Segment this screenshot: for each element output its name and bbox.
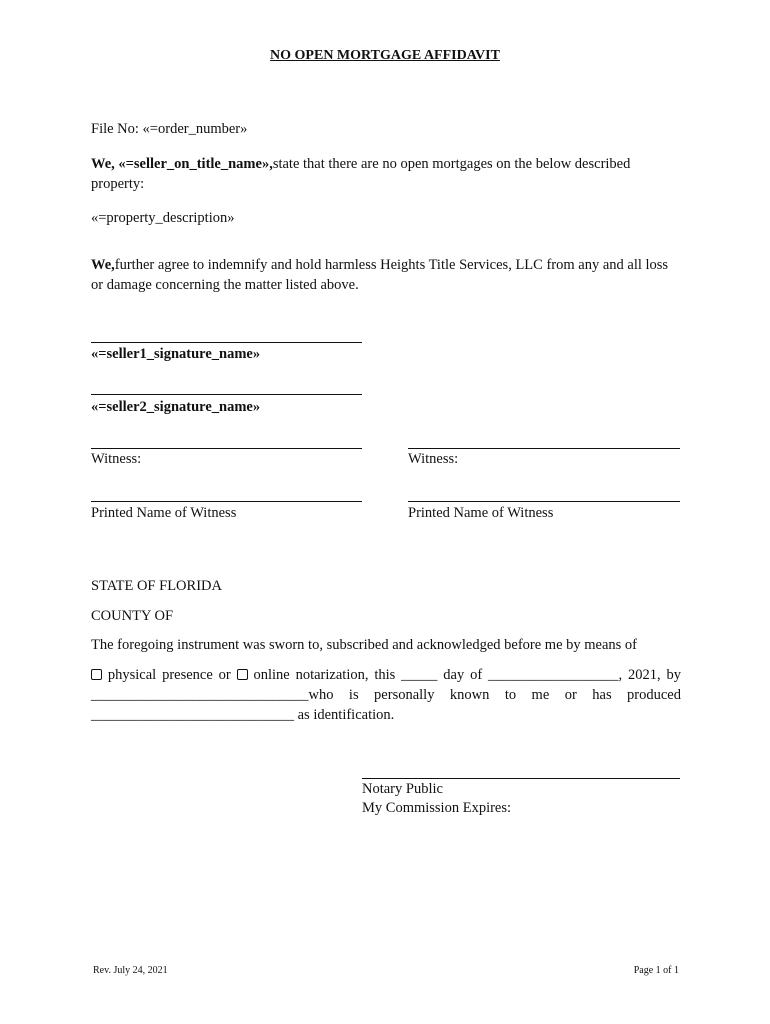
notary-public-label: Notary Public bbox=[362, 781, 443, 797]
revision-date: Rev. July 24, 2021 bbox=[93, 965, 168, 976]
instrument-sentence: The foregoing instrument was sworn to, subscribed and acknowledged before me by means of bbox=[91, 637, 638, 653]
physical-presence-label: physical presence or bbox=[107, 667, 231, 683]
witness1-signature-line bbox=[91, 448, 362, 449]
page-number: Page 1 of 1 bbox=[633, 965, 679, 976]
witness2-label: Witness: bbox=[408, 451, 459, 467]
indemnify-paragraph bbox=[91, 255, 681, 295]
notarization-line-2: ______________________________who is personally known to me or has produced bbox=[91, 687, 681, 703]
notarization-line-1 bbox=[91, 665, 681, 685]
witness2-signature-line bbox=[408, 448, 680, 449]
online-notarization-text: online notarization, this _____ day of __________________, 2021, by bbox=[253, 667, 682, 683]
online-notarization-checkbox[interactable] bbox=[237, 669, 248, 680]
file-number: File No: «=order_number» bbox=[91, 121, 248, 137]
witness1-printed-label: Printed Name of Witness bbox=[91, 505, 237, 521]
state-line: STATE OF FLORIDA bbox=[91, 578, 222, 594]
seller2-signature-name: «=seller2_signature_name» bbox=[91, 399, 261, 415]
property-description: «=property_description» bbox=[91, 210, 235, 226]
notarization-line-3: ____________________________ as identification. bbox=[91, 707, 395, 723]
witness1-label: Witness: bbox=[91, 451, 142, 467]
document-title: NO OPEN MORTGAGE AFFIDAVIT bbox=[270, 48, 500, 63]
witness2-printed-label: Printed Name of Witness bbox=[408, 505, 554, 521]
statement-lead: We, «=seller_on_title_name», bbox=[91, 156, 273, 172]
physical-presence-checkbox[interactable] bbox=[91, 669, 102, 680]
county-line: COUNTY OF bbox=[91, 608, 174, 624]
seller2-signature-line bbox=[91, 394, 362, 395]
witness1-printed-line bbox=[91, 501, 362, 502]
indemnify-text: further agree to indemnify and hold harmless Heights Title Services, LLC from any and all loss or damage concerning the matter listed above. bbox=[91, 257, 669, 293]
statement-text: state that there are no open mortgages on the below described property: bbox=[91, 156, 631, 192]
witness2-printed-line bbox=[408, 501, 680, 502]
seller1-signature-name: «=seller1_signature_name» bbox=[91, 346, 261, 362]
indemnify-lead: We, bbox=[91, 257, 115, 273]
seller1-signature-line bbox=[91, 342, 362, 343]
notary-signature-line bbox=[362, 778, 680, 779]
commission-expires-label: My Commission Expires: bbox=[362, 800, 512, 816]
statement-paragraph bbox=[91, 154, 681, 194]
